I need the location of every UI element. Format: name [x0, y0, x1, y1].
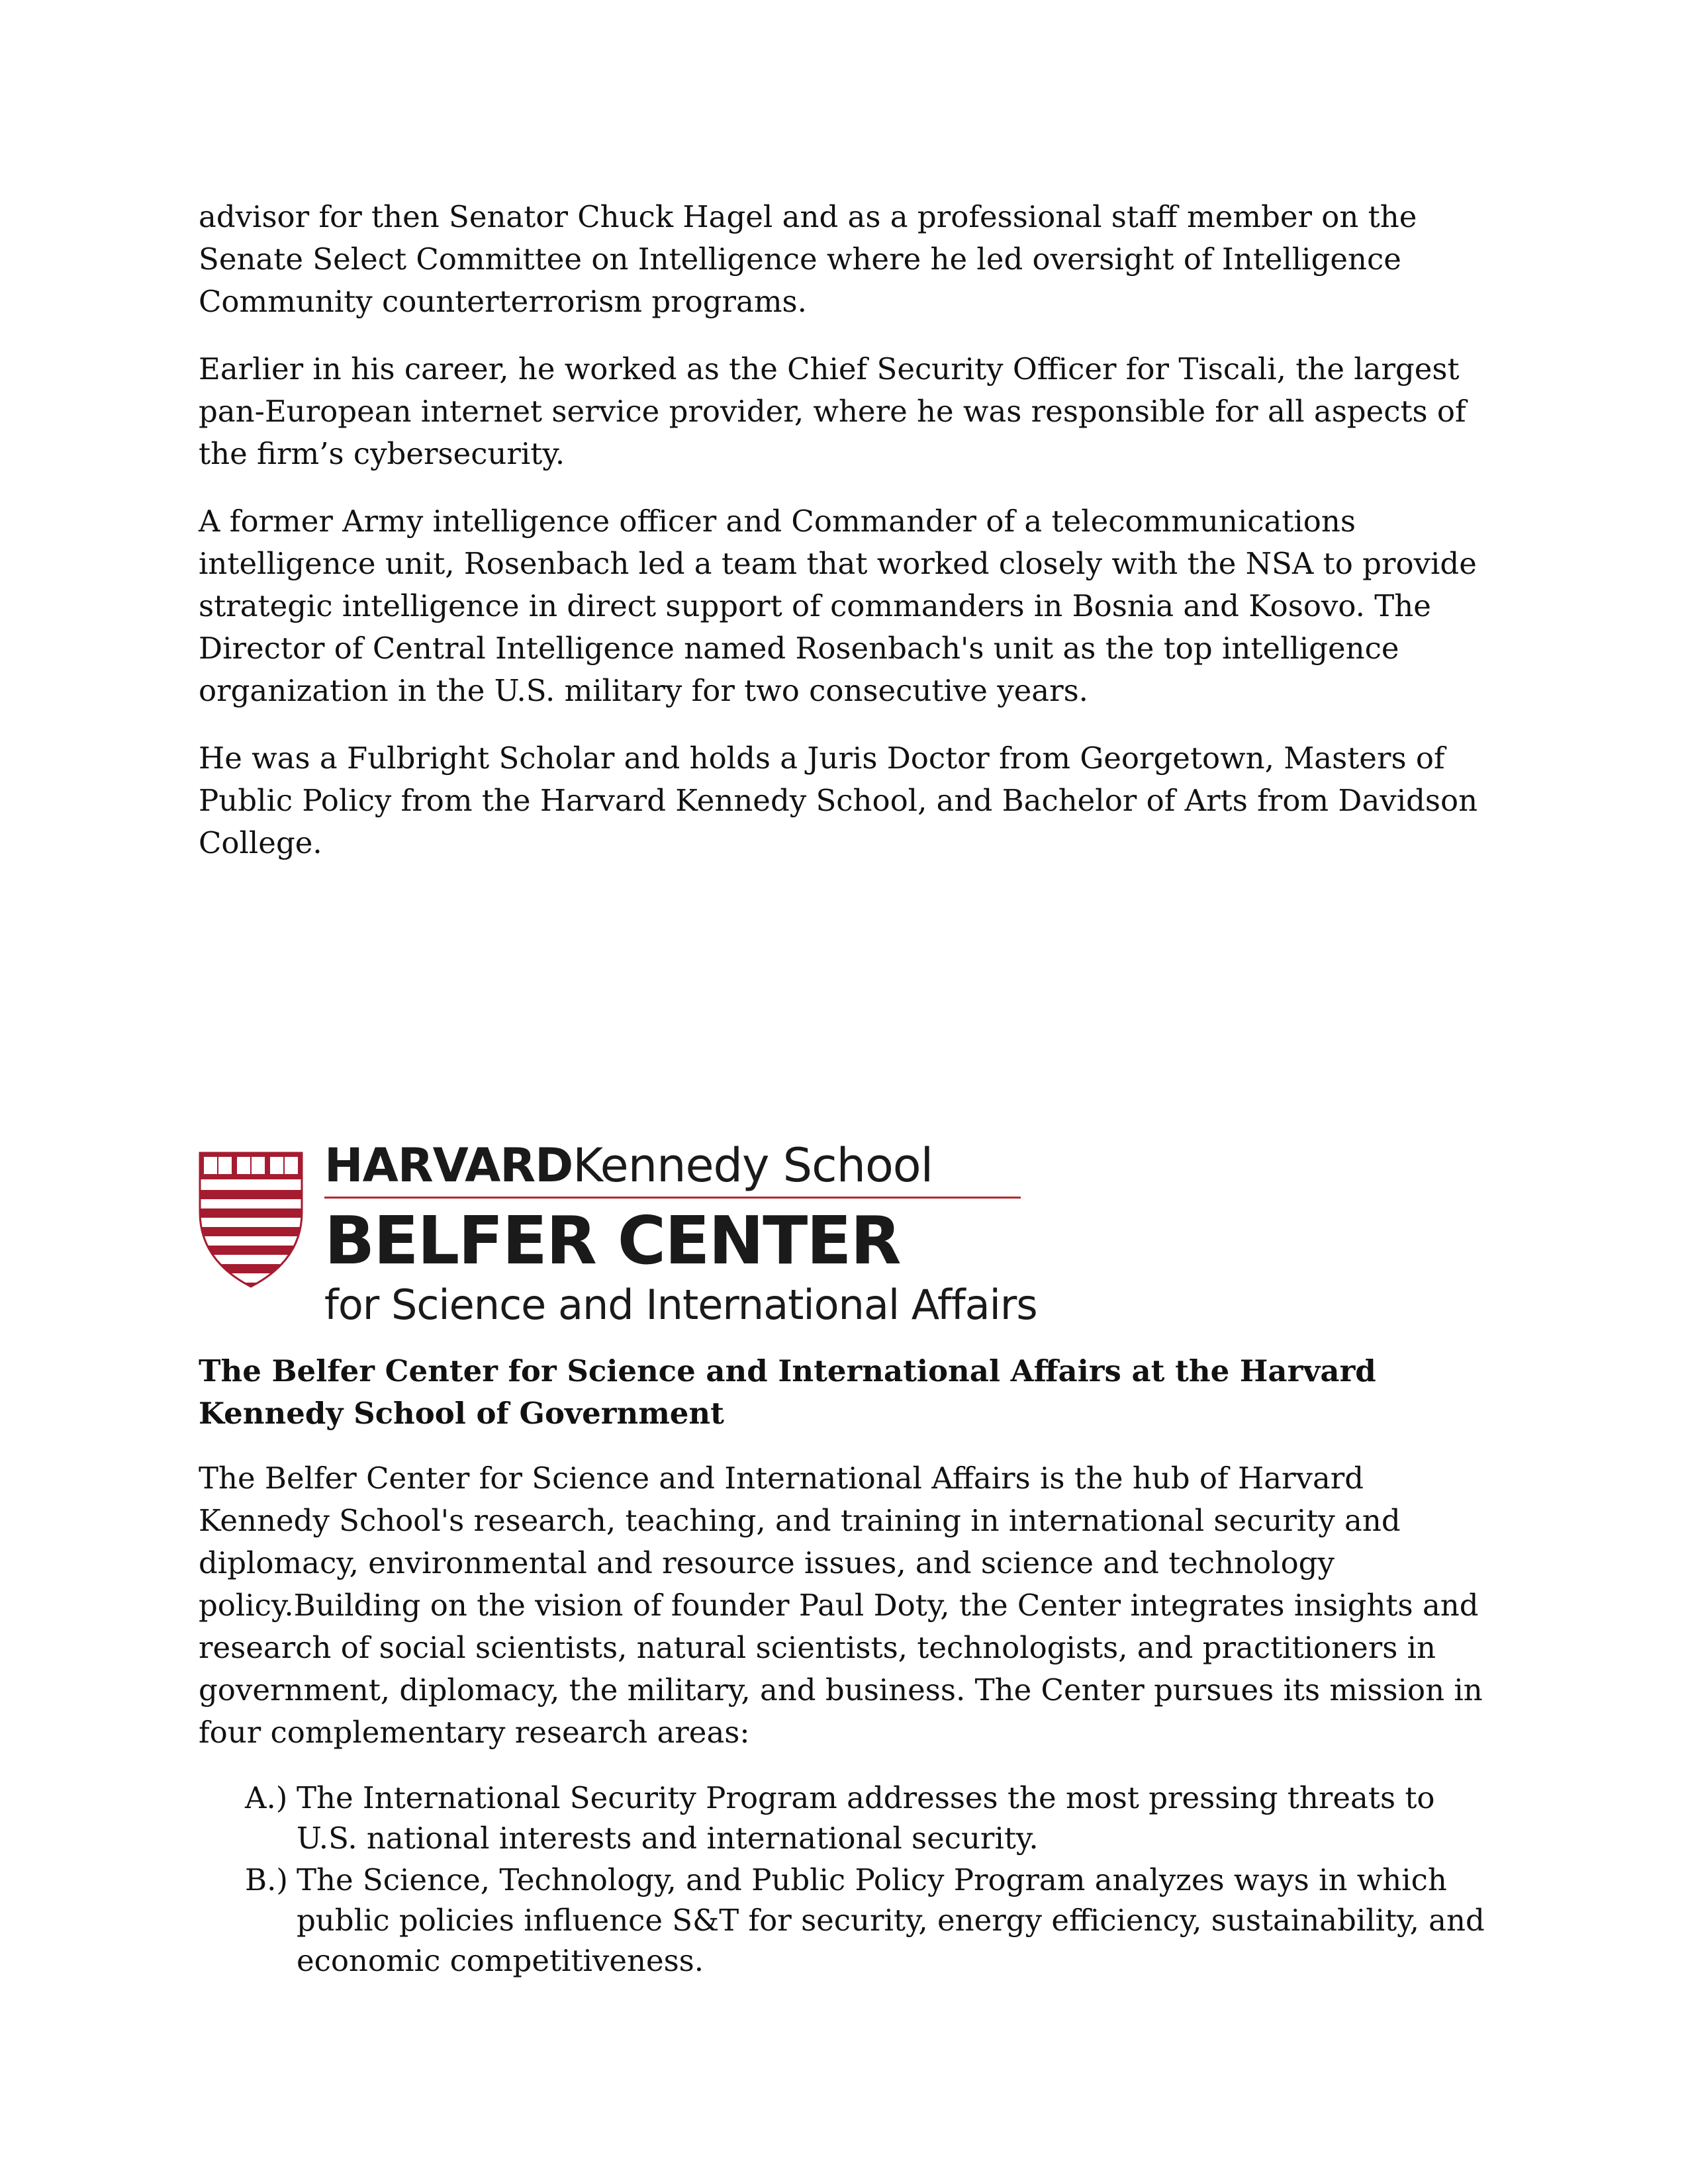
research-areas-list: [199, 1778, 1496, 1981]
logo-harvard-word: HARVARD: [324, 1138, 573, 1193]
list-marker: A.): [245, 1780, 288, 1815]
belfer-center-section: [199, 1350, 1496, 1991]
list-item-text: The International Security Program addresses the most pressing threats to U.S. national interests and international security.: [297, 1780, 1435, 1856]
list-item-text: The Science, Technology, and Public Policy Program analyzes ways in which public policies influence S&T for security, energy efficiency, sustainability, and economic competitiveness.: [297, 1862, 1485, 1978]
logo-harvard-kennedy-school: [324, 1136, 933, 1195]
logo-kennedy-school-words: Kennedy School: [573, 1138, 933, 1193]
open-book-icons: [204, 1157, 298, 1174]
belfer-center-logo: [199, 1136, 1125, 1334]
logo-belfer-center: BELFER CENTER: [324, 1202, 900, 1279]
bio-paragraph: A former Army intelligence officer and Commander of a telecommunications intelligence unit, Rosenbach led a team that worked closely with the NSA to provide strategic intelligence in direct support of commanders in Bosnia and Kosovo. The Director of Central Intelligence named Rosenbach's unit as the top intelligence organization in the U.S. military for two consecutive years.: [199, 504, 1477, 708]
bio-paragraph: Earlier in his career, he worked as the Chief Security Officer for Tiscali, the largest pan-European internet service provider, where he was responsible for all aspects of the firm’s cybersecurity.: [199, 351, 1466, 471]
section-heading: The Belfer Center for Science and International Affairs at the Harvard Kennedy School of Government: [199, 1353, 1376, 1431]
logo-divider: [324, 1197, 1021, 1199]
bio-paragraph: He was a Fulbright Scholar and holds a Juris Doctor from Georgetown, Masters of Public Policy from the Harvard Kennedy School, and Bachelor of Arts from Davidson College.: [199, 741, 1478, 860]
section-body: The Belfer Center for Science and International Affairs is the hub of Harvard Kennedy School's research, teaching, and training in international security and diplomacy, environmental and resource issues, and science and technology policy.Building on the vision of founder Paul Doty, the Center integrates insights and research of social scientists, natural scientists, technologists, and practitioners in government, diplomacy, the military, and business. The Center pursues its mission in four complementary research areas:: [199, 1461, 1483, 1750]
harvard-shield-icon: [199, 1152, 303, 1288]
bio-paragraph: advisor for then Senator Chuck Hagel and as a professional staff member on the Senate Select Committee on Intelligence where he led oversight of Intelligence Community counterterrorism programs.: [199, 199, 1417, 319]
bio-text-block: [199, 196, 1489, 864]
list-item: [199, 1778, 1496, 1858]
list-marker: B.): [245, 1862, 288, 1897]
logo-tagline: for Science and International Affairs: [324, 1281, 1037, 1329]
list-item: [199, 1860, 1496, 1981]
